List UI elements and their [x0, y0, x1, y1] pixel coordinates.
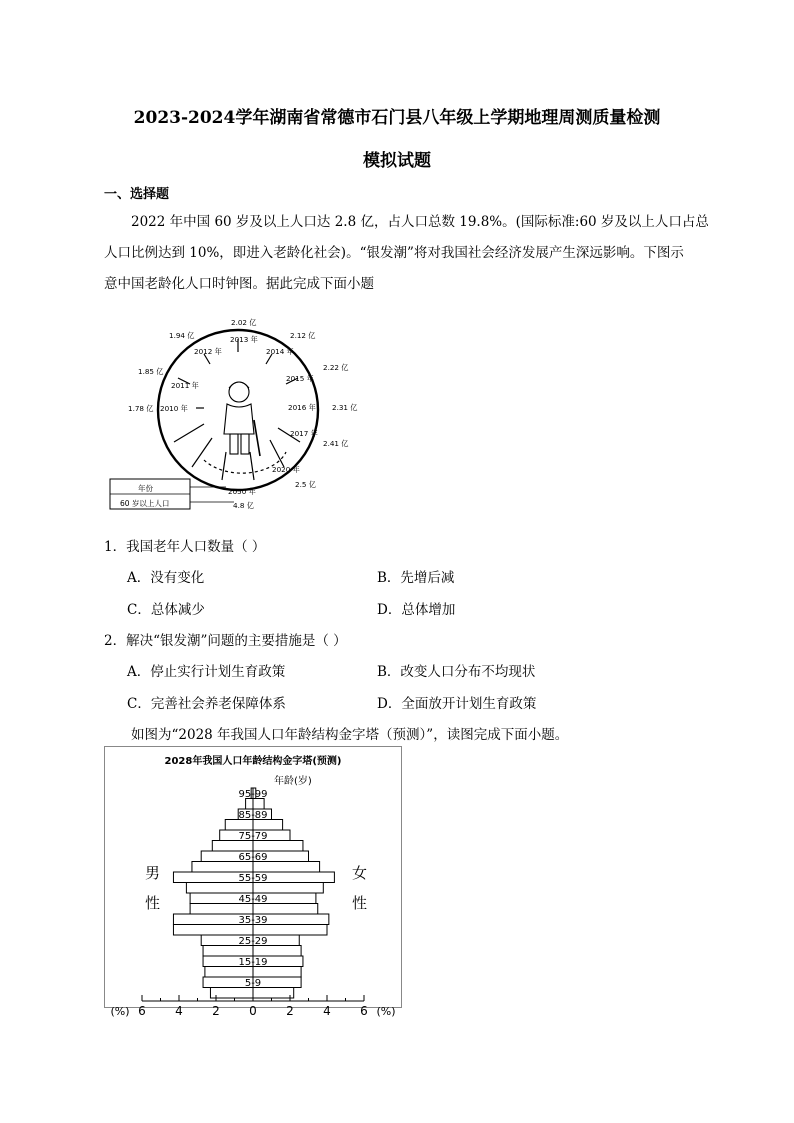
female-bar-20-24: [253, 946, 301, 957]
value-2010: 1.78 亿: [128, 404, 154, 413]
x-tick-label: 6: [360, 1004, 368, 1018]
age-label: 95-99: [238, 789, 268, 800]
x-tick-label: 2: [212, 1004, 220, 1018]
female-bar-10-14: [253, 967, 301, 978]
age-label: 45-49: [238, 894, 268, 905]
age-label: 75-79: [238, 831, 268, 842]
question-1-stem: 1．我国老年人口数量（ ）: [104, 539, 266, 555]
male-bar-50-54: [186, 883, 253, 894]
year-2010: 2010 年: [160, 404, 188, 413]
female-bar-50-54: [253, 883, 323, 894]
aging-clock-figure: [108, 312, 364, 514]
year-2017: 2017 年: [290, 429, 318, 438]
value-2015: 2.22 亿: [323, 363, 349, 372]
value-2020: 2.5 亿: [295, 480, 316, 489]
q1-option-c[interactable]: C．总体减少: [127, 602, 205, 618]
male-label-2: 性: [145, 894, 161, 912]
value-2016: 2.31 亿: [332, 403, 358, 412]
value-2011: 1.85 亿: [138, 367, 164, 376]
intro-line: 2022 年中国 60 岁及以上人口达 2.8 亿，占人口总数 19.8%。(国际标准:60 岁及以上人口占总: [131, 214, 709, 230]
age-label: 35-39: [238, 915, 268, 926]
male-bar-20-24: [203, 946, 253, 957]
pyramid-intro: 如图为“2028 年我国人口年龄结构金字塔（预测）”，读图完成下面小题。: [131, 727, 569, 743]
value-2050: 4.8 亿: [233, 501, 254, 510]
clock-ticks: [174, 339, 300, 480]
year-labels: [160, 335, 318, 496]
x-tick-label: 4: [323, 1004, 331, 1018]
year-2050: 2050 年: [228, 487, 256, 496]
age-label: 65-69: [238, 852, 268, 863]
population-pyramid-chart: [104, 746, 402, 1018]
q2-option-c[interactable]: C．完善社会养老保障体系: [127, 696, 286, 712]
female-label-2: 性: [352, 894, 368, 912]
year-2020: 2020 年: [272, 465, 300, 474]
age-label: 25-29: [238, 936, 268, 947]
x-unit-left: (%): [110, 1005, 130, 1018]
female-bar-90-94: [253, 799, 264, 810]
x-unit-right: (%): [376, 1005, 396, 1018]
age-label: 5-9: [244, 978, 262, 989]
pyramid-ylabel: 年龄(岁): [274, 776, 312, 787]
year-2015: 2015 年: [286, 374, 314, 383]
section-heading: 一、选择题: [104, 187, 170, 202]
year-2016: 2016 年: [288, 403, 316, 412]
intro-line: 意中国老龄化人口时钟图。据此完成下面小题: [104, 276, 374, 292]
intro-paragraph: [104, 207, 709, 300]
male-bar-70-74: [212, 841, 253, 852]
value-2014: 2.12 亿: [290, 331, 316, 340]
x-tick-label: 6: [138, 1004, 146, 1018]
legend-year: 年份: [138, 484, 153, 493]
x-tick-label: 4: [175, 1004, 183, 1018]
year-2013: 2013 年: [230, 335, 258, 344]
male-bar-90-94: [246, 799, 253, 810]
elderly-person-icon: [224, 382, 260, 456]
x-tick-label: 0: [249, 1004, 257, 1018]
age-label: 15-19: [238, 957, 268, 968]
male-bar-0-4: [210, 988, 253, 999]
value-2013: 2.02 亿: [231, 318, 257, 327]
intro-line: 人口比例达到 10%，即进入老龄化社会)。“银发潮”将对我国社会经济发展产生深远影响。下图示: [104, 245, 684, 261]
male-bar-30-34: [173, 925, 253, 936]
document-title-line1: 2023-2024学年湖南省常德市石门县八年级上学期地理周测质量检测: [133, 108, 661, 128]
male-bar-10-14: [205, 967, 253, 978]
x-tick-label: 2: [286, 1004, 294, 1018]
year-2014: 2014 年: [266, 347, 294, 356]
question-2-stem: 2．解决“银发潮”问题的主要措施是（ ）: [104, 633, 347, 649]
document-title-line2: 模拟试题: [363, 151, 431, 171]
value-2012: 1.94 亿: [169, 331, 195, 340]
age-label: 85-89: [238, 810, 268, 821]
male-label-1: 男: [145, 864, 161, 882]
female-bar-0-4: [253, 988, 294, 999]
q1-option-b[interactable]: B．先增后减: [377, 570, 455, 586]
female-bar-60-64: [253, 862, 320, 873]
pyramid-title: 2028年我国人口年龄结构金字塔(预测): [164, 756, 342, 767]
male-bar-80-84: [225, 820, 253, 831]
value-2017: 2.41 亿: [323, 439, 349, 448]
female-bar-30-34: [253, 925, 327, 936]
q2-option-d[interactable]: D．全面放开计划生育政策: [377, 696, 537, 712]
female-bar-40-44: [253, 904, 318, 915]
q1-option-d[interactable]: D．总体增加: [377, 602, 456, 618]
year-2011: 2011 年: [171, 381, 199, 390]
q2-option-b[interactable]: B．改变人口分布不均现状: [377, 664, 536, 680]
q2-option-a[interactable]: A．停止实行计划生育政策: [127, 664, 286, 680]
age-label: 55-59: [238, 873, 268, 884]
q1-option-a[interactable]: A．没有变化: [127, 570, 205, 586]
male-bar-40-44: [190, 904, 253, 915]
male-bar-60-64: [192, 862, 253, 873]
year-2012: 2012 年: [194, 347, 222, 356]
female-bar-80-84: [253, 820, 283, 831]
legend-population: 60 岁以上人口: [120, 499, 170, 508]
female-label-1: 女: [352, 864, 368, 882]
female-bar-70-74: [253, 841, 303, 852]
